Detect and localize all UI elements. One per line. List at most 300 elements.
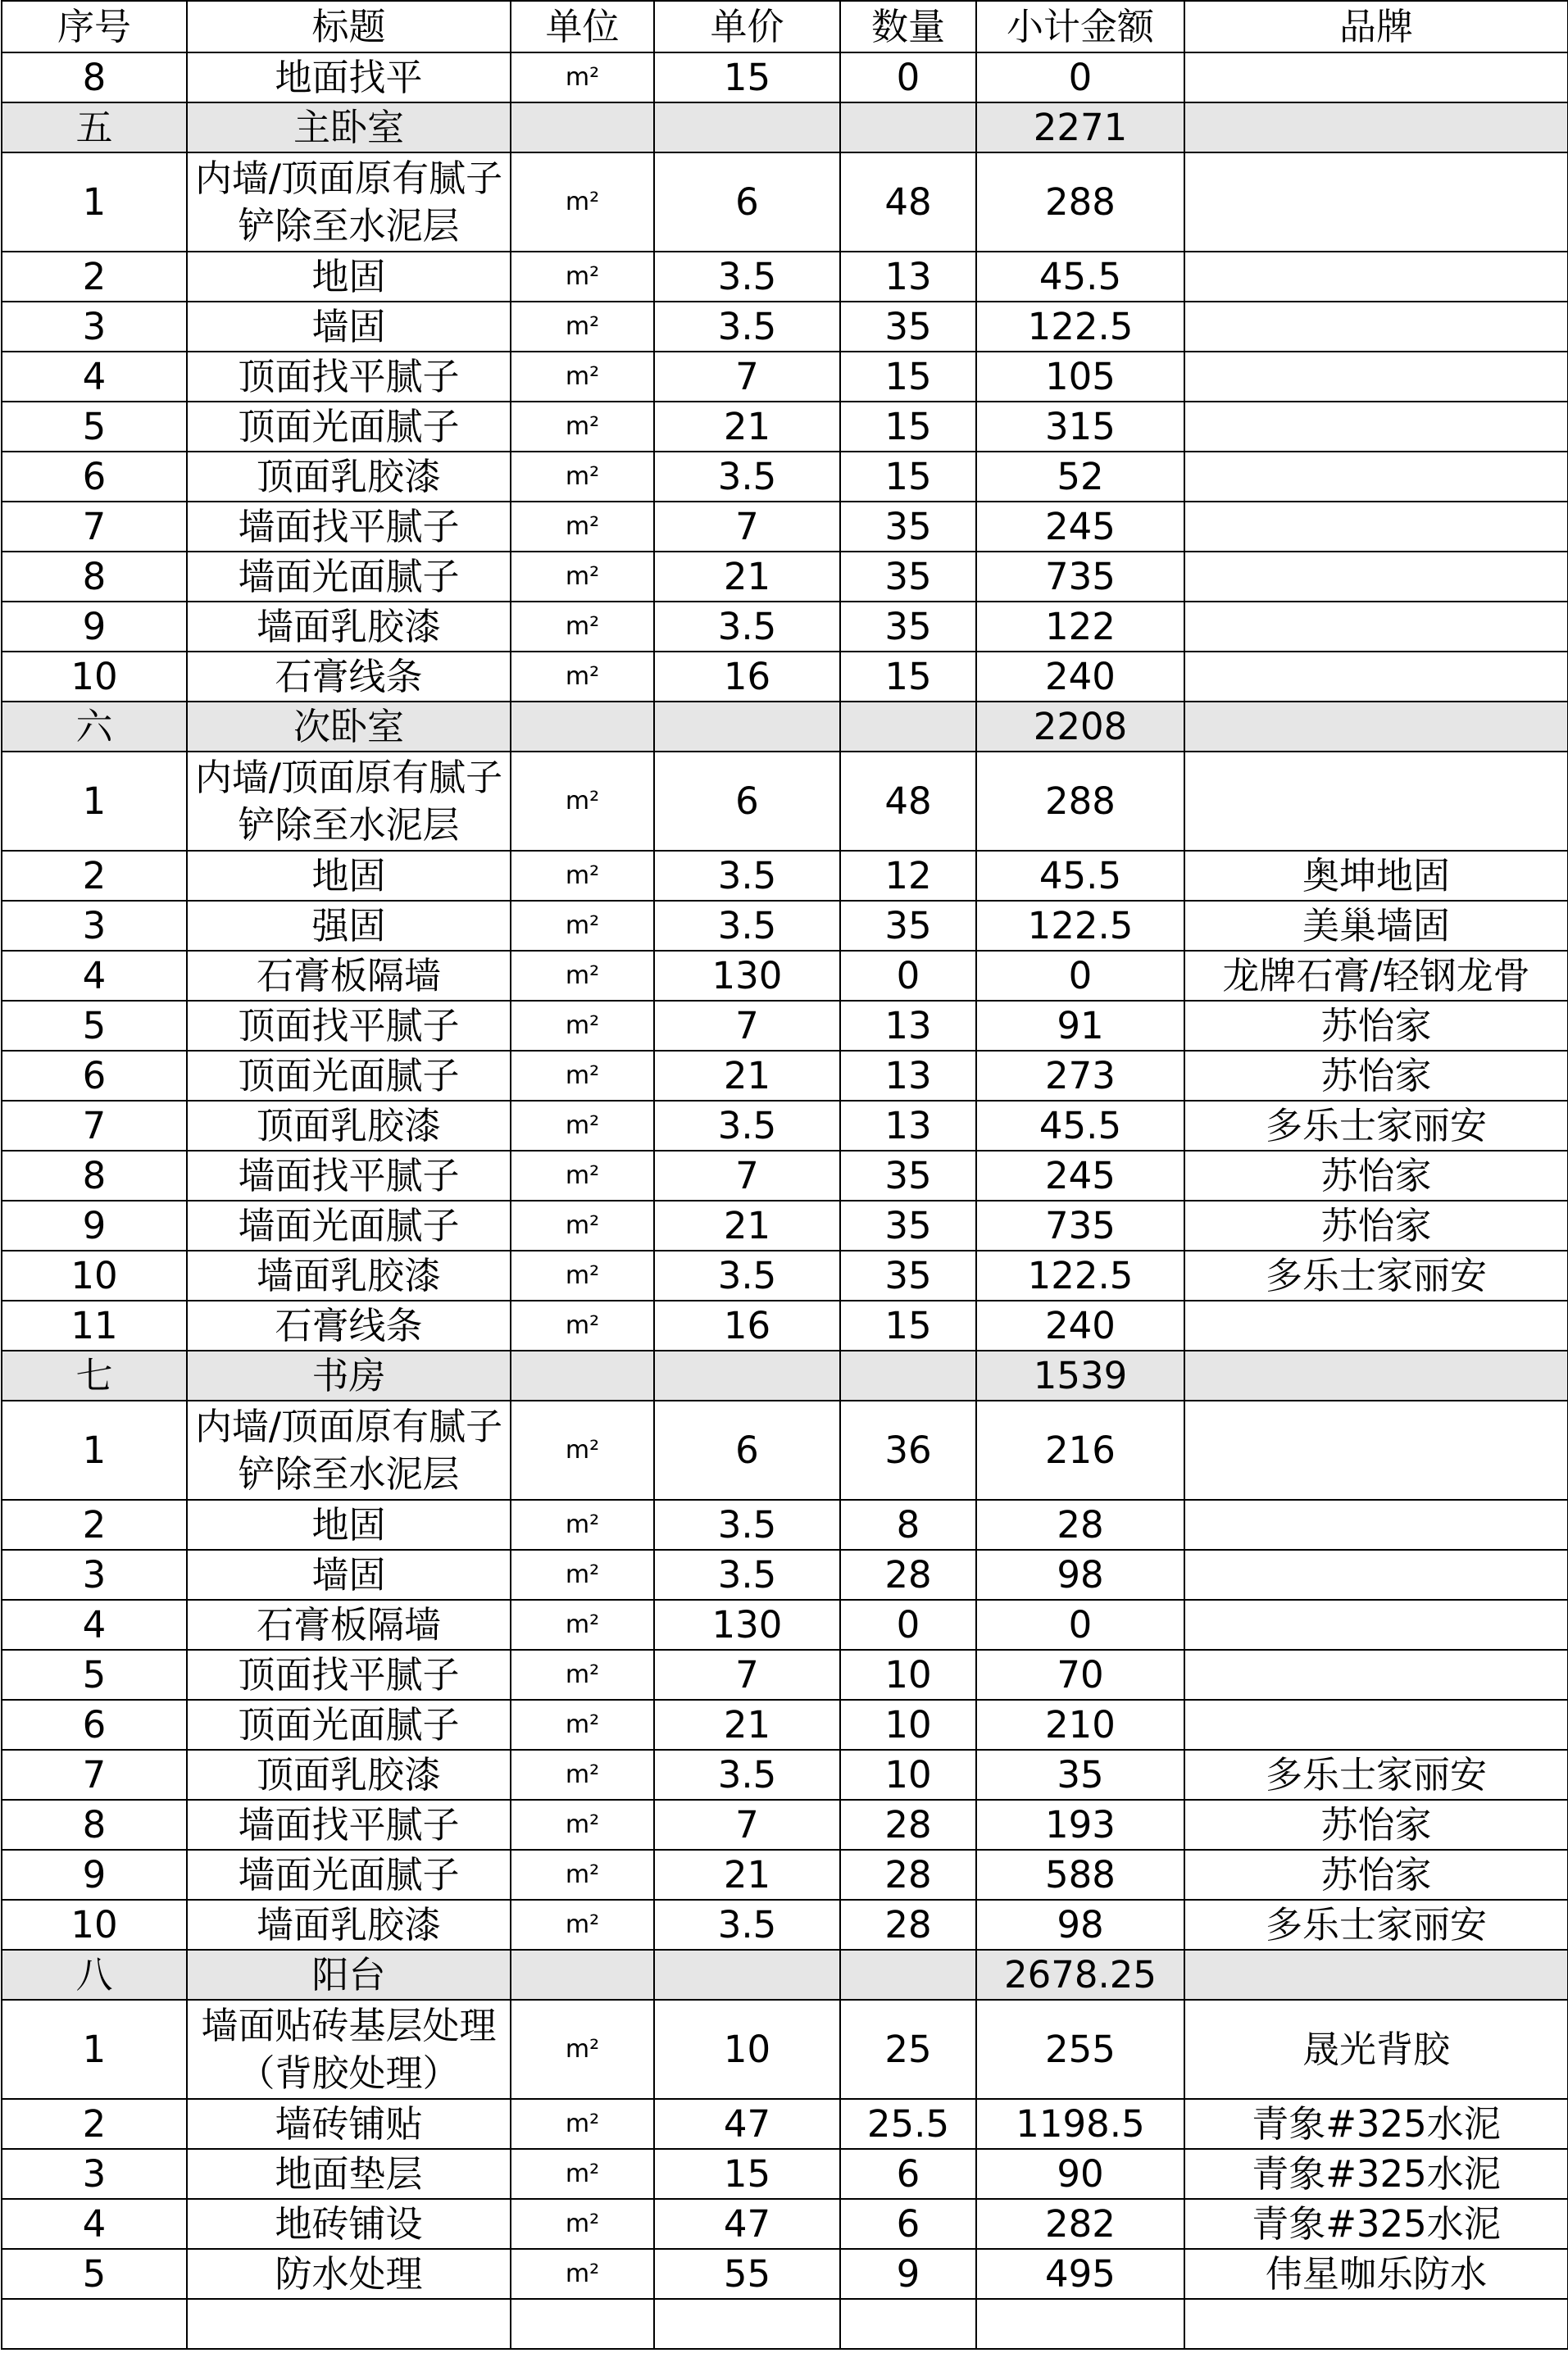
cell-unit: m²	[511, 2199, 654, 2249]
cell-title: 内墙/顶面原有腻子铲除至水泥层	[187, 752, 511, 851]
cell-unit: m²	[511, 1650, 654, 1700]
cell-no: 七	[2, 1351, 187, 1401]
cell-title: 地面找平	[187, 52, 511, 102]
table-row	[2, 1051, 1568, 1101]
cell-title: 墙固	[187, 1550, 511, 1600]
cell-no: 2	[2, 2099, 187, 2149]
cell-title: 次卧室	[187, 702, 511, 752]
cell-brand: 青象#325水泥	[1184, 2199, 1568, 2249]
cell-title: 墙面找平腻子	[187, 1151, 511, 1201]
cell-unit	[511, 702, 654, 752]
cell-unit: m²	[511, 901, 654, 951]
cell-subtotal: 288	[976, 152, 1184, 252]
cell-qty: 13	[840, 1001, 976, 1051]
cell-no: 3	[2, 1550, 187, 1600]
blank-row	[2, 2299, 1568, 2349]
cell-brand	[1184, 1600, 1568, 1650]
cell-no: 5	[2, 1001, 187, 1051]
cell-no: 4	[2, 951, 187, 1001]
cell-brand	[1184, 1550, 1568, 1600]
cell-brand: 苏怡家	[1184, 1051, 1568, 1101]
cell-no: 6	[2, 452, 187, 502]
cell-no: 5	[2, 2249, 187, 2299]
header-unit: 单位	[511, 1, 654, 52]
cell-price: 3.5	[654, 1101, 840, 1151]
cell-no: 7	[2, 1750, 187, 1800]
cell-brand: 奥坤地固	[1184, 851, 1568, 901]
section-row	[2, 1950, 1568, 2000]
cell-unit: m²	[511, 1750, 654, 1800]
cell-qty: 13	[840, 252, 976, 302]
cell-brand	[1184, 502, 1568, 552]
cell-price: 3.5	[654, 1500, 840, 1550]
cell-title: 墙面光面腻子	[187, 552, 511, 602]
cell-unit: m²	[511, 1700, 654, 1750]
cell-price: 55	[654, 2249, 840, 2299]
header-no: 序号	[2, 1, 187, 52]
cell-no: 4	[2, 352, 187, 402]
cell-title: 顶面找平腻子	[187, 352, 511, 402]
cell-title: 地固	[187, 1500, 511, 1550]
cell-unit: m²	[511, 452, 654, 502]
cell-qty: 35	[840, 1151, 976, 1201]
cell-price: 7	[654, 1001, 840, 1051]
cell-qty: 35	[840, 1201, 976, 1251]
section-row	[2, 702, 1568, 752]
cell-subtotal: 282	[976, 2199, 1184, 2249]
cell-qty	[840, 2299, 976, 2349]
table-row	[2, 502, 1568, 552]
cell-subtotal: 588	[976, 1850, 1184, 1900]
cell-title: 顶面乳胶漆	[187, 1101, 511, 1151]
cell-subtotal: 35	[976, 1750, 1184, 1800]
cell-brand	[1184, 352, 1568, 402]
cell-no: 1	[2, 1401, 187, 1500]
cell-title: 强固	[187, 901, 511, 951]
table-row	[2, 2000, 1568, 2099]
cell-qty: 28	[840, 1900, 976, 1950]
cell-no: 5	[2, 402, 187, 452]
cell-title: 墙面找平腻子	[187, 1800, 511, 1850]
header-price: 单价	[654, 1, 840, 52]
cell-title: 石膏板隔墙	[187, 951, 511, 1001]
table-row	[2, 851, 1568, 901]
cell-unit: m²	[511, 1500, 654, 1550]
cell-no: 2	[2, 851, 187, 901]
cell-qty: 25.5	[840, 2099, 976, 2149]
cell-no: 2	[2, 1500, 187, 1550]
cell-title: 墙面找平腻子	[187, 502, 511, 552]
cell-subtotal: 45.5	[976, 851, 1184, 901]
cell-unit: m²	[511, 552, 654, 602]
cell-price	[654, 1950, 840, 2000]
cell-price: 3.5	[654, 1900, 840, 1950]
table-row	[2, 1401, 1568, 1500]
cell-brand: 多乐士家丽安	[1184, 1900, 1568, 1950]
cell-price: 7	[654, 502, 840, 552]
cell-title: 阳台	[187, 1950, 511, 2000]
cell-price	[654, 2299, 840, 2349]
cell-title: 顶面乳胶漆	[187, 452, 511, 502]
cell-brand	[1184, 1401, 1568, 1500]
cell-brand: 苏怡家	[1184, 1201, 1568, 1251]
cell-qty: 10	[840, 1650, 976, 1700]
cell-title: 顶面光面腻子	[187, 402, 511, 452]
cell-title: 石膏线条	[187, 652, 511, 702]
cell-subtotal: 245	[976, 502, 1184, 552]
cell-subtotal: 216	[976, 1401, 1184, 1500]
cell-no: 8	[2, 1800, 187, 1850]
cell-qty: 10	[840, 1700, 976, 1750]
table-row	[2, 552, 1568, 602]
cell-qty: 35	[840, 602, 976, 652]
cell-unit: m²	[511, 1101, 654, 1151]
cell-brand	[1184, 302, 1568, 352]
cell-qty: 9	[840, 2249, 976, 2299]
cell-title: 顶面光面腻子	[187, 1700, 511, 1750]
cell-unit: m²	[511, 1301, 654, 1351]
cell-unit: m²	[511, 502, 654, 552]
cell-no: 八	[2, 1950, 187, 2000]
cell-price: 3.5	[654, 1251, 840, 1301]
table-row	[2, 901, 1568, 951]
cell-brand: 多乐士家丽安	[1184, 1101, 1568, 1151]
cell-brand: 多乐士家丽安	[1184, 1251, 1568, 1301]
cell-subtotal: 240	[976, 652, 1184, 702]
cell-qty: 13	[840, 1051, 976, 1101]
cell-qty: 6	[840, 2199, 976, 2249]
cell-unit: m²	[511, 951, 654, 1001]
cell-price: 21	[654, 1700, 840, 1750]
cell-qty	[840, 102, 976, 152]
cell-title: 墙面光面腻子	[187, 1201, 511, 1251]
cell-title: 墙固	[187, 302, 511, 352]
cell-subtotal: 240	[976, 1301, 1184, 1351]
cell-brand: 晟光背胶	[1184, 2000, 1568, 2099]
cell-unit	[511, 102, 654, 152]
table-row	[2, 602, 1568, 652]
cell-subtotal: 495	[976, 2249, 1184, 2299]
cell-no: 五	[2, 102, 187, 152]
cell-qty: 12	[840, 851, 976, 901]
cell-unit: m²	[511, 2000, 654, 2099]
cell-subtotal: 122.5	[976, 302, 1184, 352]
cell-brand: 多乐士家丽安	[1184, 1750, 1568, 1800]
cell-subtotal: 122.5	[976, 1251, 1184, 1301]
cell-brand	[1184, 102, 1568, 152]
cell-price: 21	[654, 402, 840, 452]
cell-title: 墙砖铺贴	[187, 2099, 511, 2149]
cell-price: 130	[654, 1600, 840, 1650]
cell-subtotal: 0	[976, 52, 1184, 102]
cell-brand: 苏怡家	[1184, 1001, 1568, 1051]
cell-brand	[1184, 402, 1568, 452]
cell-title: 墙面乳胶漆	[187, 602, 511, 652]
table-row	[2, 452, 1568, 502]
table-row	[2, 1800, 1568, 1850]
table-row	[2, 1251, 1568, 1301]
cell-no: 10	[2, 1900, 187, 1950]
cell-price: 3.5	[654, 252, 840, 302]
cell-subtotal: 52	[976, 452, 1184, 502]
cell-qty: 6	[840, 2149, 976, 2199]
cell-brand	[1184, 602, 1568, 652]
cell-qty: 28	[840, 1550, 976, 1600]
cell-unit: m²	[511, 1001, 654, 1051]
cell-title: 顶面找平腻子	[187, 1001, 511, 1051]
cell-no: 8	[2, 52, 187, 102]
cell-price: 15	[654, 52, 840, 102]
cell-unit: m²	[511, 2149, 654, 2199]
cell-unit: m²	[511, 302, 654, 352]
cell-price: 21	[654, 1201, 840, 1251]
cell-subtotal: 2678.25	[976, 1950, 1184, 2000]
header-brand: 品牌	[1184, 1, 1568, 52]
cell-unit: m²	[511, 1550, 654, 1600]
table-row	[2, 2249, 1568, 2299]
cell-title: 地固	[187, 851, 511, 901]
cell-subtotal: 273	[976, 1051, 1184, 1101]
cell-title: 地固	[187, 252, 511, 302]
cell-title: 墙面光面腻子	[187, 1850, 511, 1900]
cell-unit: m²	[511, 1900, 654, 1950]
cell-subtotal: 0	[976, 951, 1184, 1001]
cell-title: 书房	[187, 1351, 511, 1401]
cell-unit: m²	[511, 1800, 654, 1850]
cell-qty: 15	[840, 452, 976, 502]
cell-unit	[511, 2299, 654, 2349]
table-row	[2, 1001, 1568, 1051]
cell-unit: m²	[511, 352, 654, 402]
cell-price: 3.5	[654, 452, 840, 502]
cell-no: 9	[2, 1201, 187, 1251]
table-row	[2, 951, 1568, 1001]
cell-qty	[840, 702, 976, 752]
cell-title: 墙面乳胶漆	[187, 1900, 511, 1950]
table-row	[2, 52, 1568, 102]
cell-qty: 8	[840, 1500, 976, 1550]
cell-qty: 35	[840, 552, 976, 602]
section-row	[2, 1351, 1568, 1401]
cell-brand	[1184, 702, 1568, 752]
header-qty: 数量	[840, 1, 976, 52]
cell-no: 10	[2, 1251, 187, 1301]
cell-brand	[1184, 552, 1568, 602]
cell-price: 7	[654, 1151, 840, 1201]
cell-qty: 48	[840, 752, 976, 851]
cell-subtotal: 45.5	[976, 1101, 1184, 1151]
cell-price: 3.5	[654, 851, 840, 901]
cell-brand: 伟星咖乐防水	[1184, 2249, 1568, 2299]
cell-price: 47	[654, 2099, 840, 2149]
table-row	[2, 402, 1568, 452]
cell-price: 7	[654, 1650, 840, 1700]
cell-qty: 13	[840, 1101, 976, 1151]
cell-no: 6	[2, 1051, 187, 1101]
cell-qty	[840, 1351, 976, 1401]
table-row	[2, 1201, 1568, 1251]
table-row	[2, 1750, 1568, 1800]
cell-brand: 青象#325水泥	[1184, 2099, 1568, 2149]
cell-brand	[1184, 1700, 1568, 1750]
cell-price	[654, 1351, 840, 1401]
cell-qty: 10	[840, 1750, 976, 1800]
cell-no: 1	[2, 2000, 187, 2099]
cell-price: 16	[654, 1301, 840, 1351]
cell-title	[187, 2299, 511, 2349]
cell-brand	[1184, 752, 1568, 851]
table-row	[2, 1850, 1568, 1900]
section-row	[2, 102, 1568, 152]
cell-subtotal: 122	[976, 602, 1184, 652]
cell-title: 石膏板隔墙	[187, 1600, 511, 1650]
cell-subtotal: 70	[976, 1650, 1184, 1700]
cell-price: 21	[654, 1051, 840, 1101]
cell-brand	[1184, 252, 1568, 302]
cell-subtotal: 98	[976, 1900, 1184, 1950]
cell-price: 7	[654, 352, 840, 402]
cell-unit	[511, 1351, 654, 1401]
cell-no: 7	[2, 502, 187, 552]
cell-unit: m²	[511, 1401, 654, 1500]
cell-title: 墙面乳胶漆	[187, 1251, 511, 1301]
table-row	[2, 1500, 1568, 1550]
cell-price: 7	[654, 1800, 840, 1850]
cell-qty: 36	[840, 1401, 976, 1500]
cell-subtotal: 28	[976, 1500, 1184, 1550]
cell-no	[2, 2299, 187, 2349]
cell-subtotal: 2208	[976, 702, 1184, 752]
cell-brand	[1184, 452, 1568, 502]
cell-qty: 15	[840, 402, 976, 452]
cell-price: 21	[654, 552, 840, 602]
cell-subtotal: 91	[976, 1001, 1184, 1051]
cell-unit: m²	[511, 2099, 654, 2149]
cell-unit: m²	[511, 252, 654, 302]
cell-unit: m²	[511, 152, 654, 252]
cell-unit: m²	[511, 1600, 654, 1650]
cell-subtotal: 45.5	[976, 252, 1184, 302]
cell-unit: m²	[511, 602, 654, 652]
cell-title: 地面垫层	[187, 2149, 511, 2199]
cell-no: 7	[2, 1101, 187, 1151]
cell-qty: 28	[840, 1850, 976, 1900]
cell-title: 顶面乳胶漆	[187, 1750, 511, 1800]
cell-no: 1	[2, 752, 187, 851]
table-row	[2, 752, 1568, 851]
cell-price: 6	[654, 152, 840, 252]
cell-no: 2	[2, 252, 187, 302]
cell-subtotal: 1198.5	[976, 2099, 1184, 2149]
cell-brand: 美巢墙固	[1184, 901, 1568, 951]
cell-no: 8	[2, 1151, 187, 1201]
table-row	[2, 1650, 1568, 1700]
cell-qty: 0	[840, 951, 976, 1001]
table-row	[2, 2099, 1568, 2149]
cell-qty: 15	[840, 352, 976, 402]
cell-unit: m²	[511, 1850, 654, 1900]
cell-price: 15	[654, 2149, 840, 2199]
cell-unit: m²	[511, 851, 654, 901]
cell-unit: m²	[511, 402, 654, 452]
cell-brand	[1184, 52, 1568, 102]
cell-no: 3	[2, 302, 187, 352]
cell-qty: 35	[840, 1251, 976, 1301]
cell-price: 6	[654, 752, 840, 851]
cell-subtotal: 193	[976, 1800, 1184, 1850]
cell-price: 3.5	[654, 1750, 840, 1800]
cell-subtotal: 210	[976, 1700, 1184, 1750]
header-title: 标题	[187, 1, 511, 52]
cell-price: 130	[654, 951, 840, 1001]
cell-price	[654, 102, 840, 152]
cell-subtotal: 0	[976, 1600, 1184, 1650]
cell-no: 5	[2, 1650, 187, 1700]
cell-title: 顶面光面腻子	[187, 1051, 511, 1101]
cell-price: 3.5	[654, 901, 840, 951]
cell-subtotal: 90	[976, 2149, 1184, 2199]
cell-title: 主卧室	[187, 102, 511, 152]
quote-table	[1, 0, 1568, 2350]
cell-subtotal: 2271	[976, 102, 1184, 152]
cell-brand	[1184, 1500, 1568, 1550]
cell-no: 3	[2, 901, 187, 951]
cell-subtotal: 98	[976, 1550, 1184, 1600]
table-row	[2, 2149, 1568, 2199]
cell-unit: m²	[511, 2249, 654, 2299]
cell-title: 墙面贴砖基层处理（背胶处理）	[187, 2000, 511, 2099]
cell-subtotal: 288	[976, 752, 1184, 851]
cell-brand	[1184, 1351, 1568, 1401]
cell-brand: 苏怡家	[1184, 1850, 1568, 1900]
cell-price: 10	[654, 2000, 840, 2099]
table-row	[2, 652, 1568, 702]
cell-title: 顶面找平腻子	[187, 1650, 511, 1700]
cell-title: 防水处理	[187, 2249, 511, 2299]
cell-price: 3.5	[654, 1550, 840, 1600]
cell-no: 六	[2, 702, 187, 752]
cell-unit: m²	[511, 52, 654, 102]
table-row	[2, 352, 1568, 402]
table-row	[2, 1700, 1568, 1750]
cell-subtotal: 122.5	[976, 901, 1184, 951]
table-row	[2, 1900, 1568, 1950]
cell-no: 11	[2, 1301, 187, 1351]
cell-brand	[1184, 2299, 1568, 2349]
cell-price: 3.5	[654, 302, 840, 352]
cell-qty: 28	[840, 1800, 976, 1850]
header-row	[2, 1, 1568, 52]
cell-subtotal	[976, 2299, 1184, 2349]
cell-unit: m²	[511, 1251, 654, 1301]
cell-qty: 48	[840, 152, 976, 252]
cell-subtotal: 105	[976, 352, 1184, 402]
cell-price: 3.5	[654, 602, 840, 652]
table-row	[2, 302, 1568, 352]
cell-brand	[1184, 1650, 1568, 1700]
cell-brand	[1184, 1950, 1568, 2000]
cell-no: 10	[2, 652, 187, 702]
cell-price: 21	[654, 1850, 840, 1900]
cell-brand: 青象#325水泥	[1184, 2149, 1568, 2199]
cell-price: 16	[654, 652, 840, 702]
cell-qty: 25	[840, 2000, 976, 2099]
cell-no: 9	[2, 1850, 187, 1900]
cell-no: 8	[2, 552, 187, 602]
cell-qty: 0	[840, 52, 976, 102]
cell-no: 4	[2, 1600, 187, 1650]
cell-unit: m²	[511, 752, 654, 851]
